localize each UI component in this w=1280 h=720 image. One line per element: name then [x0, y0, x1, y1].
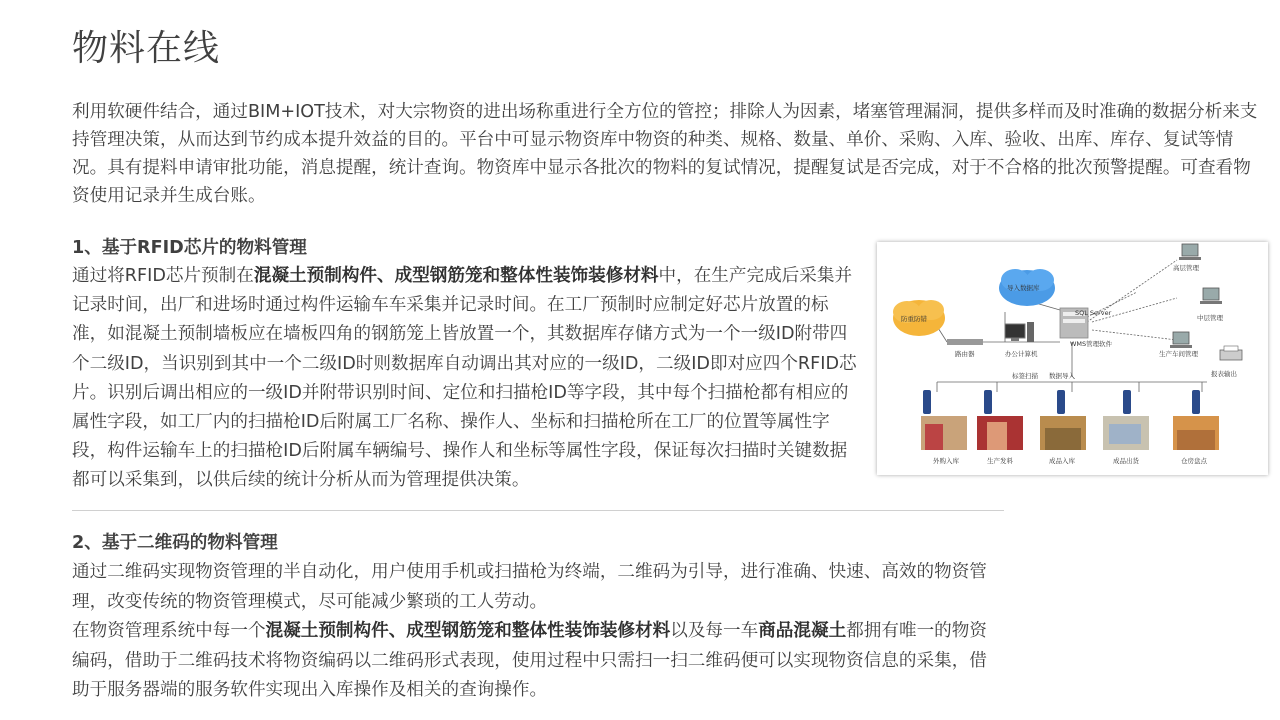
- section1-paragraph: [72, 262, 862, 496]
- section2-bold-2: 商品混凝土: [758, 621, 847, 642]
- section2-bold-1: 混凝土预制构件、成型钢筋笼和整体性装饰装修材料: [265, 621, 671, 642]
- router-label: 路由器: [955, 350, 975, 358]
- station-label-3: 成品入库: [1049, 457, 1075, 465]
- page-title: 物料在线: [72, 28, 221, 69]
- section2-text-c: 都拥有唯一的物资编码，借助于二维码技术将物资编码以二维码形式表现，使用过程中只需扫一扫二维码便可以实现物资信息的采集，借助于服务器端的服务软件实现出入库操作及相关的查询操作。: [72, 621, 987, 701]
- section1-bold: 混凝土预制构件、成型钢筋笼和整体性装饰装修材料: [253, 266, 659, 286]
- workshop-label: 生产车间管理: [1159, 350, 1198, 358]
- printer-icon: [1220, 346, 1242, 360]
- scan-label: 标签扫描: [1012, 372, 1038, 380]
- section2-text-b: 以及每一车: [670, 621, 759, 642]
- section1-heading: 1、基于RFID芯片的物料管理: [72, 238, 307, 258]
- top-mgmt-pc-icon: [1179, 244, 1201, 260]
- station-label-5: 仓房盘点: [1181, 457, 1207, 465]
- section2-body: [72, 558, 1002, 706]
- intro-paragraph: 利用软硬件结合，通过BIM+IOT技术，对大宗物资的进出场称重进行全方位的管控；排除人为因素，堵塞管理漏洞，提供多样而及时准确的数据分析来支持管理决策，从而达到节约成本提升效益的目的。平台中可显示物资库中物资的种类、规格、数量、单价、采购、入库、验收、出库、库存、复试等情况。具有提料申请审批功能，消息提醒，统计查询。物资库中显示各批次的物料的复试情况，提醒复试是否完成，对于不合格的批次预警提醒。可查看物资使用记录并生成台账。: [72, 102, 1258, 206]
- section2-text-a: 在物资管理系统中每一个: [72, 621, 266, 642]
- mid-mgmt-pc-icon: [1200, 288, 1222, 304]
- office-pc-label: 办公计算机: [1005, 350, 1038, 358]
- firewall-label: 防重防错: [901, 315, 927, 323]
- section2-paragraph-2: [72, 617, 1002, 706]
- sql-label: SQL Server: [1075, 309, 1112, 317]
- import-label: 数据导入: [1049, 372, 1075, 380]
- section1-text-a: 通过将RFID芯片预制在: [72, 266, 254, 286]
- router-icon: [947, 339, 983, 345]
- report-label: 报表输出: [1211, 370, 1237, 378]
- office-pc-icon: [1005, 322, 1034, 342]
- station-label-1: 外购入库: [933, 457, 959, 465]
- mid-mgmt-label: 中层管理: [1197, 314, 1223, 322]
- scanner-icon: [923, 390, 1200, 414]
- section1-text-b: 中，在生产完成后采集并记录时间，出厂和进场时通过构件运输车车采集并记录时间。在工厂预制时应制定好芯片放置的标准，如混凝土预制墙板应在墙板四角的钢筋笼上皆放置一个，其数据库存储方式为一个一级ID附带四个二级ID，当识别到其中一个二级ID时则数据库自动调出其对应的一级ID，二级ID即对应四个RFID芯片。识别后调出相应的一级ID并附带识别时间、定位和扫描枪ID等字段，其中每个扫描枪都有相应的属性字段，如工厂内的扫描枪ID后附属工厂名称、操作人、坐标和扫描枪所在工厂的位置等属性字段，构件运输车上的扫描枪ID后附属车辆编号、操作人和坐标等属性字段，保证每次扫描时关键数据都可以采集到，以供后续的统计分析从而为管理提供决策。: [72, 266, 857, 491]
- system-architecture-diagram: [877, 242, 1268, 475]
- station-label-4: 成品出货: [1113, 457, 1139, 465]
- section2-heading: 2、基于二维码的物料管理: [72, 533, 278, 553]
- top-mgmt-label: 高层管理: [1173, 264, 1199, 272]
- station-label-2: 生产发料: [987, 457, 1013, 465]
- database-label: 导入数据库: [1007, 284, 1040, 292]
- wms-label: WMS管理软件: [1070, 340, 1113, 348]
- section2-paragraph-1: 通过二维码实现物资管理的半自动化，用户使用手机或扫描枪为终端，二维码为引导，进行准确、快速、高效的物资管理，改变传统的物资管理模式，尽可能减少繁琐的工人劳动。: [72, 562, 987, 612]
- workshop-pc-icon: [1170, 332, 1192, 348]
- section-divider: [72, 510, 1004, 511]
- warehouse-photo: [921, 416, 1219, 450]
